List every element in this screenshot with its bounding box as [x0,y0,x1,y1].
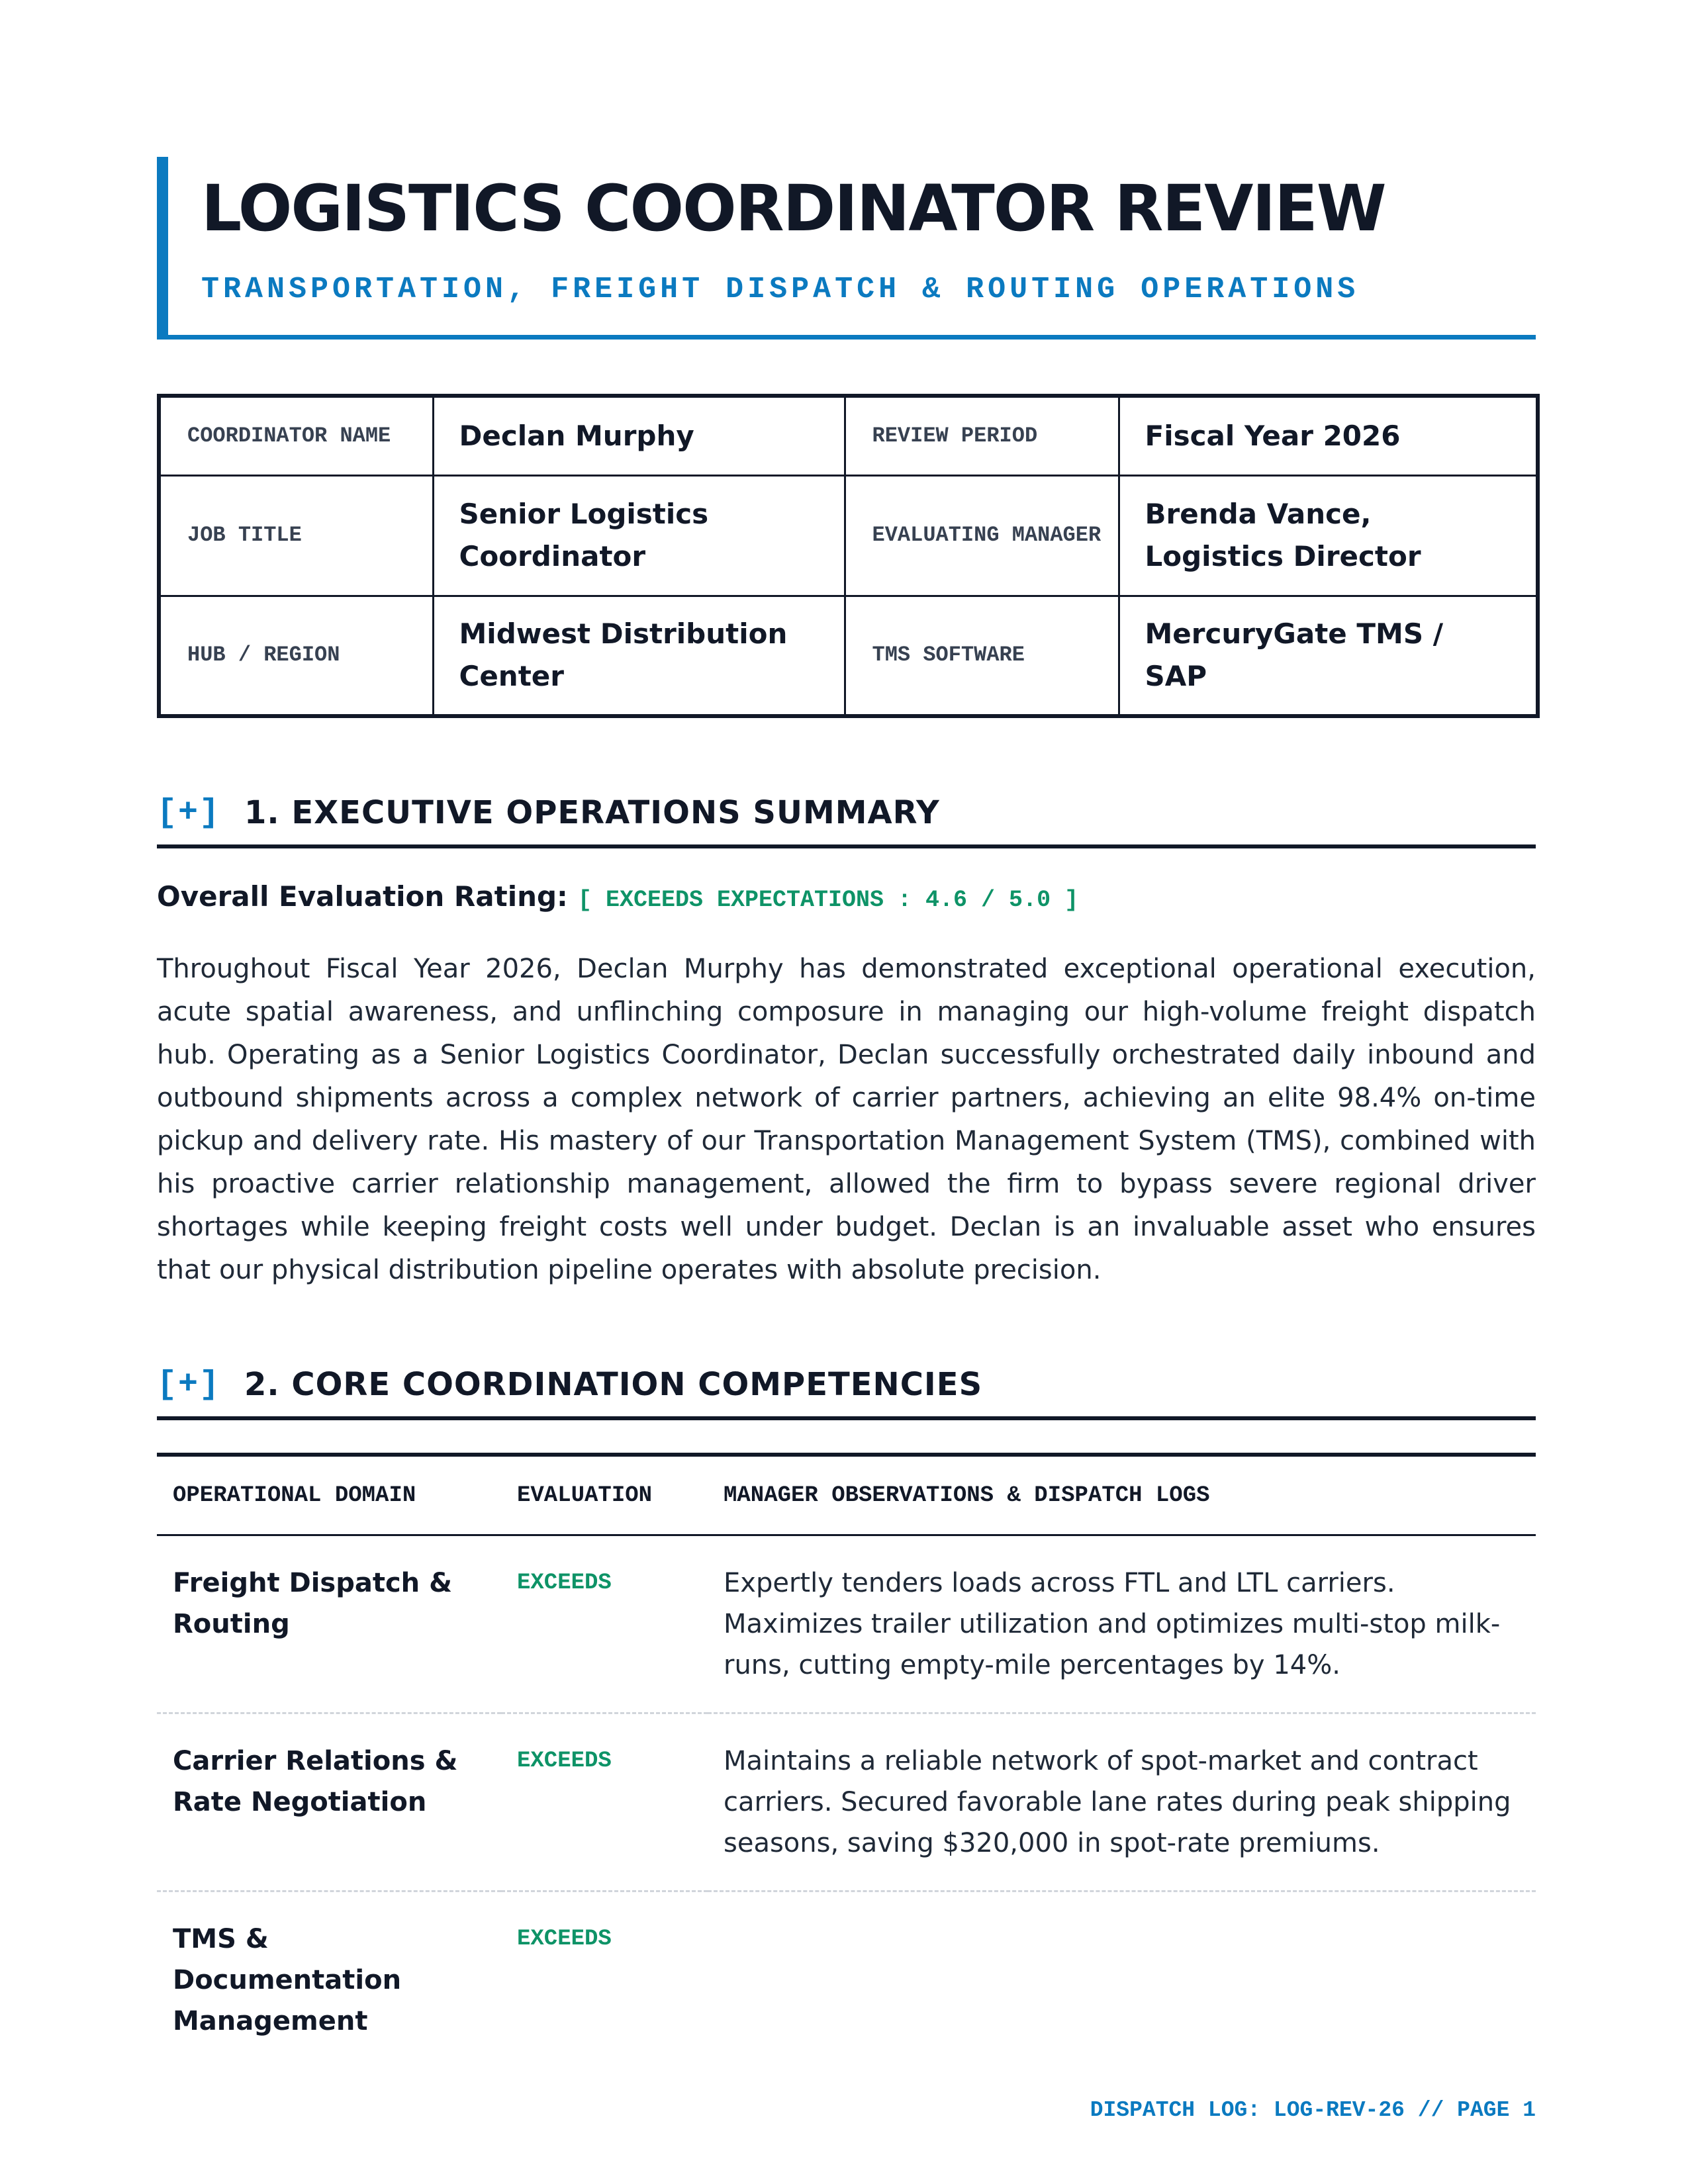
review-period-label: REVIEW PERIOD [845,396,1119,475]
section-heading-summary [157,786,1536,848]
hub-region-label: HUB / REGION [159,596,433,716]
job-title-value: Senior Logistics Coordinator [433,475,845,596]
domain-cell: Carrier Relations & Rate Negotiation [157,1713,501,1891]
table-row [157,1713,1536,1891]
column-header-evaluation: EVALUATION [501,1455,708,1535]
evaluating-manager-value: Brenda Vance, Logistics Director [1119,475,1538,596]
coordinator-name-label: COORDINATOR NAME [159,396,433,475]
hub-region-value: Midwest Distribution Center [433,596,845,716]
domain-cell: TMS & Documentation Management [173,1924,402,2036]
observation-cell: Maintains a reliable network of spot-market and contract carriers. Secured favorable lane rates during peak shipping seasons, saving $320,000 in spot-rate premiums. [708,1713,1536,1891]
tms-software-label: TMS SOFTWARE [845,596,1119,716]
evaluating-manager-label: EVALUATING MANAGER [845,475,1119,596]
page-subtitle: TRANSPORTATION, FREIGHT DISPATCH & ROUTING OPERATIONS [201,273,1360,306]
column-header-domain: OPERATIONAL DOMAIN [157,1455,501,1535]
evaluation-badge: EXCEEDS [501,1713,708,1891]
rating-badge: [ EXCEEDS EXPECTATIONS : 4.6 / 5.0 ] [577,887,1079,913]
page-title: LOGISTICS COORDINATOR REVIEW [201,171,1385,246]
page-footer: DISPATCH LOG: LOG-REV-26 // PAGE 1 [1090,2098,1536,2122]
overall-rating [157,880,1078,913]
observation-cell [708,1891,1536,2069]
job-title-label: JOB TITLE [159,475,433,596]
section-title: 1. EXECUTIVE OPERATIONS SUMMARY [244,794,940,831]
observation-cell: Expertly tenders loads across FTL and LTL carriers. Maximizes trailer utilization and optimizes multi-stop milk-runs, cutting empty-mile percentages by 14%. [708,1535,1536,1713]
table-header-row [157,1455,1536,1535]
coordinator-name-value: Declan Murphy [433,396,845,475]
domain-cell: Freight Dispatch & Routing [157,1535,501,1713]
summary-paragraph: Throughout Fiscal Year 2026, Declan Murphy has demonstrated exceptional operational execution, acute spatial awareness, and unflinching composure in managing our high-volume freight dispatch hub. Operating as a Senior Logistics Coordinator, Declan successfully orchestrated daily inbound and outbound shipments across a complex network of carrier partners, achieving an elite 98.4% on-time pickup and delivery rate. His mastery of our Transportation Management System (TMS), combined with his proactive carrier relationship management, allowed the firm to bypass severe regional driver shortages while keeping freight costs well under budget. Declan is an invaluable asset who ensures that our physical distribution pipeline operates with absolute precision. [157,954,1536,1285]
evaluation-badge: EXCEEDS [501,1535,708,1713]
review-period-value: Fiscal Year 2026 [1119,396,1538,475]
employee-info-table [157,394,1540,718]
info-row [159,396,1538,475]
competencies-table [157,1453,1536,2068]
tms-software-value: MercuryGate TMS / SAP [1119,596,1538,716]
rating-label: Overall Evaluation Rating: [157,880,568,913]
info-row [159,596,1538,716]
section-title: 2. CORE COORDINATION COMPETENCIES [244,1366,983,1403]
document-header [157,157,1536,340]
expand-marker: [+] [157,1365,221,1404]
info-row [159,475,1538,596]
expand-marker: [+] [157,794,221,832]
evaluation-badge: EXCEEDS [517,1927,612,1952]
section-heading-competencies [157,1358,1536,1420]
table-row [157,1891,1536,2069]
table-row [157,1535,1536,1713]
column-header-observations: MANAGER OBSERVATIONS & DISPATCH LOGS [708,1455,1536,1535]
